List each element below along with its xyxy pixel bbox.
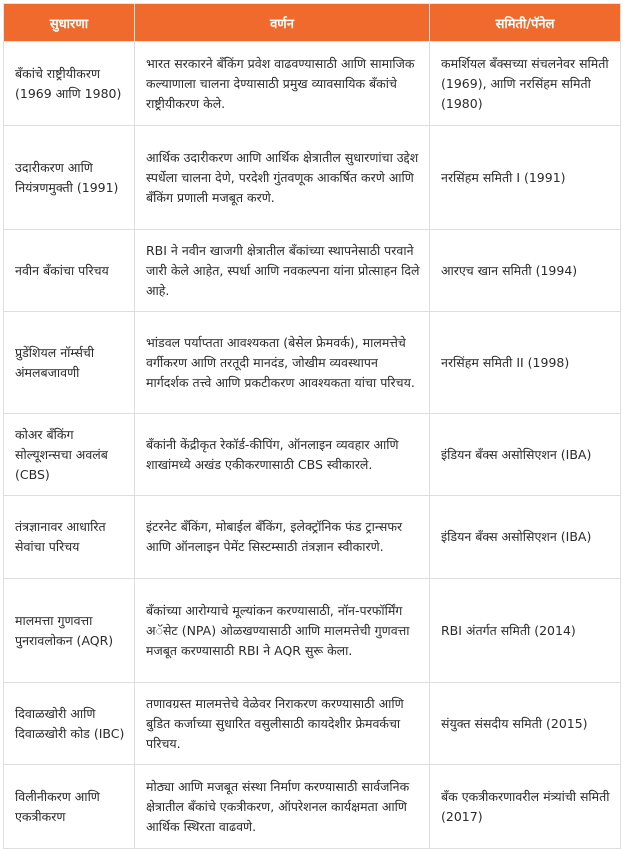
committee-cell: कमर्शियल बँक्सच्या संचलनेवर समिती (1969), आणि नरसिंहम समिती (1980) bbox=[430, 42, 621, 126]
table-row bbox=[4, 765, 621, 849]
committee-cell: नरसिंहम समिती I (1991) bbox=[430, 126, 621, 230]
header-row bbox=[4, 4, 621, 42]
table-row bbox=[4, 312, 621, 414]
reform-cell: उदारीकरण आणि नियंत्रणमुक्ती (1991) bbox=[4, 126, 135, 230]
description-cell: मोठ्या आणि मजबूत संस्था निर्माण करण्यासाठी सार्वजनिक क्षेत्रातील बँकांचे एकत्रीकरण, ऑपरेशनल कार्यक्षमता आणि आर्थिक स्थिरता वाढवणे. bbox=[135, 765, 430, 849]
reform-cell: मालमत्ता गुणवत्ता पुनरावलोकन (AQR) bbox=[4, 579, 135, 683]
committee-cell: नरसिंहम समिती II (1998) bbox=[430, 312, 621, 414]
description-cell: भारत सरकारने बँकिंग प्रवेश वाढवण्यासाठी आणि सामाजिक कल्याणाला चालना देण्यासाठी प्रमुख व्यावसायिक बँकांचे राष्ट्रीयीकरण केले. bbox=[135, 42, 430, 126]
banking-reforms-table bbox=[3, 3, 621, 849]
header-committee: समिती/पॅनेल bbox=[430, 4, 621, 42]
reform-cell: कोअर बँकिंग सोल्यूशन्सचा अवलंब (CBS) bbox=[4, 414, 135, 496]
committee-cell: RBI अंतर्गत समिती (2014) bbox=[430, 579, 621, 683]
reform-cell: तंत्रज्ञानावर आधारित सेवांचा परिचय bbox=[4, 496, 135, 579]
reform-cell: प्रुडेंशियल नॉर्म्सची अंमलबजावणी bbox=[4, 312, 135, 414]
committee-cell: आरएच खान समिती (1994) bbox=[430, 230, 621, 312]
committee-cell: इंडियन बँक्स असोसिएशन (IBA) bbox=[430, 496, 621, 579]
committee-cell: इंडियन बँक्स असोसिएशन (IBA) bbox=[430, 414, 621, 496]
header-reform: सुधारणा bbox=[4, 4, 135, 42]
description-cell: तणावग्रस्त मालमत्तेचे वेळेवर निराकरण करण्यासाठी आणि बुडित कर्जाच्या सुधारित वसुलीसाठी कायदेशीर फ्रेमवर्कचा परिचय. bbox=[135, 683, 430, 765]
table-row bbox=[4, 579, 621, 683]
reform-cell: विलीनीकरण आणि एकत्रीकरण bbox=[4, 765, 135, 849]
table-row bbox=[4, 683, 621, 765]
description-cell: RBI ने नवीन खाजगी क्षेत्रातील बँकांच्या स्थापनेसाठी परवाने जारी केले आहेत, स्पर्धा आणि नवकल्पना यांना प्रोत्साहन दिले आहे. bbox=[135, 230, 430, 312]
table-row bbox=[4, 126, 621, 230]
header-description: वर्णन bbox=[135, 4, 430, 42]
description-cell: बँकांच्या आरोग्याचे मूल्यांकन करण्यासाठी, नॉन-परफॉर्मिंग अॅसेट (NPA) ओळखण्यासाठी आणि मालमत्तेची गुणवत्ता मजबूत करण्यासाठी RBI ने AQR सुरू केला. bbox=[135, 579, 430, 683]
reform-cell: दिवाळखोरी आणि दिवाळखोरी कोड (IBC) bbox=[4, 683, 135, 765]
table-row bbox=[4, 414, 621, 496]
table-row bbox=[4, 42, 621, 126]
description-cell: आर्थिक उदारीकरण आणि आर्थिक क्षेत्रातील सुधारणांचा उद्देश स्पर्धेला चालना देणे, परदेशी गुंतवणूक आकर्षित करणे आणि बँकिंग प्रणाली मजबूत करणे. bbox=[135, 126, 430, 230]
description-cell: बँकांनी केंद्रीकृत रेकॉर्ड-कीपिंग, ऑनलाइन व्यवहार आणि शाखांमध्ये अखंड एकीकरणासाठी CBS स्वीकारले. bbox=[135, 414, 430, 496]
reform-cell: नवीन बँकांचा परिचय bbox=[4, 230, 135, 312]
table-row bbox=[4, 496, 621, 579]
description-cell: भांडवल पर्याप्तता आवश्यकता (बेसेल फ्रेमवर्क), मालमत्तेचे वर्गीकरण आणि तरतूदी मानदंड, जोखीम व्यवस्थापन मार्गदर्शक तत्त्वे आणि प्रकटीकरण आवश्यकता यांचा परिचय. bbox=[135, 312, 430, 414]
committee-cell: संयुक्त संसदीय समिती (2015) bbox=[430, 683, 621, 765]
description-cell: इंटरनेट बँकिंग, मोबाईल बँकिंग, इलेक्ट्रॉनिक फंड ट्रान्सफर आणि ऑनलाइन पेमेंट सिस्टम्साठी तंत्रज्ञान स्वीकारणे. bbox=[135, 496, 430, 579]
reform-cell: बँकांचे राष्ट्रीयीकरण (1969 आणि 1980) bbox=[4, 42, 135, 126]
committee-cell: बँक एकत्रीकरणावरील मंत्र्यांची समिती (2017) bbox=[430, 765, 621, 849]
table-row bbox=[4, 230, 621, 312]
